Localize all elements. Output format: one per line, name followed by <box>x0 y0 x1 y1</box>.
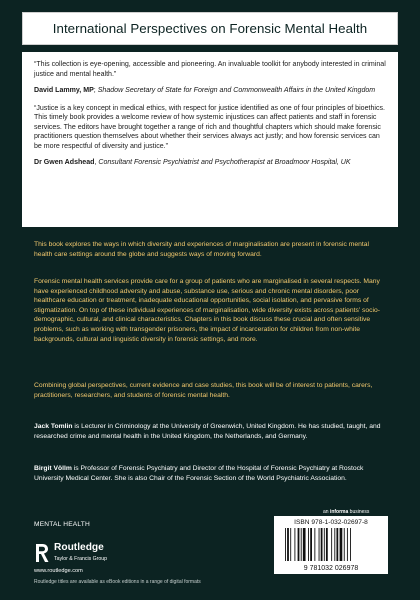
barcode-bar <box>321 528 323 561</box>
routledge-r-logo-icon <box>34 543 50 563</box>
barcode-bar <box>319 528 320 561</box>
barcode-bar <box>324 528 325 561</box>
barcode-bar <box>347 528 348 561</box>
editor-name-2: Birgit Völlm <box>34 465 72 472</box>
barcode-bar <box>308 528 309 561</box>
barcode-bars <box>285 528 351 561</box>
barcode-bar <box>331 528 332 561</box>
barcode-bar <box>290 528 291 561</box>
barcode-bar <box>287 528 289 561</box>
ebook-availability-note: Routledge titles are available as eBook editions in a range of digital formats <box>34 579 201 585</box>
description-paragraph-1: This book explores the ways in which diversity and experiences of marginalisation are present in forensic mental health care settings around the globe and suggests ways of moving forward. <box>34 241 370 258</box>
barcode-bar <box>334 528 335 561</box>
endorsement-quote-2: “Justice is a key concept in medical ethics, with respect for justice identified as one of four principles of bioethics. This timely book provides a welcome review of how systemic injustices can affect patients and staff in forensic services. The editors have brought together a range of rich and thoughtful chapters which should make forensic practitioners question themselves about whether their services always act justly; and how forensic services can be more respectful of diversity and justice.” <box>34 104 385 150</box>
editor-bio-1 <box>34 422 388 441</box>
barcode-bar <box>301 528 302 561</box>
barcode-bar <box>326 528 328 561</box>
endorsements-box <box>22 52 398 227</box>
barcode-bar <box>340 528 343 561</box>
barcode-bar <box>350 528 351 561</box>
publisher-logo <box>34 541 184 581</box>
endorsement-role-1: Shadow Secretary of State for Foreign and Commonwealth Affairs in the United Kingdom <box>97 87 376 94</box>
informa-business-mark: an informa business <box>323 509 370 515</box>
endorsement-author-2: Dr Gwen Adshead <box>34 159 95 166</box>
barcode-box <box>274 516 388 574</box>
barcode-bar <box>298 528 300 561</box>
subject-category: MENTAL HEALTH <box>34 521 90 528</box>
publisher-url[interactable]: www.routledge.com <box>34 568 83 574</box>
endorsement-author-1: David Lammy, MP <box>34 87 94 94</box>
endorsement-role-2: Consultant Forensic Psychiatrist and Psychotherapist at Broadmoor Hospital, UK <box>98 159 351 166</box>
isbn-number: ISBN 978-1-032-02697-8 <box>294 519 368 526</box>
barcode-digits: 9 781032 026978 <box>303 565 359 572</box>
description-paragraph-3: Combining global perspectives, current evidence and case studies, this book will be of interest to patients, carers, practitioners, researchers, and students of forensic mental health. <box>34 382 373 399</box>
barcode-bar <box>314 528 315 561</box>
editor-bio-text-1: is Lecturer in Criminology at the University of Greenwich, United Kingdom. He has studied, taught, and researched crime and mental health in the United Kingdom, the Netherlands, and Germany. <box>34 423 381 440</box>
barcode-bar <box>310 528 312 561</box>
barcode-bar <box>336 528 338 561</box>
series-title-bar <box>22 12 398 45</box>
informa-name: informa <box>329 509 349 515</box>
editor-bio-text-2: is Professor of Forensic Psychiatry and Director of the Hospital of Forensic Psychiatry at Rostock University Medical Center. She is also Chair of the Forensic Section of the World Psychiatric Association. <box>34 465 364 482</box>
series-title: International Perspectives on Forensic Mental Health <box>52 21 368 36</box>
publisher-group: Taylor & Francis Group <box>54 556 108 562</box>
editor-name-1: Jack Tomlin <box>34 423 73 430</box>
barcode-bar <box>285 528 286 561</box>
editor-bio-2 <box>34 464 388 483</box>
endorsement-quote-1: “This collection is eye-opening, accessible and pioneering. An invaluable toolkit for anybody interested in criminal justice and mental health.” <box>34 61 386 78</box>
publisher-name: Routledge <box>54 542 104 553</box>
barcode-bar <box>303 528 306 561</box>
barcode-bar <box>294 528 295 561</box>
barcode-bar <box>344 528 345 561</box>
description-paragraph-2: Forensic mental health services provide care for a group of patients who are marginalised in several respects. Many have experienced childhood adversity and abuse, substance use, serious and chronic mental disorders, poor healthcare education or treatment, inadequate educational opportunities, social isolation, and pervasive forms of stigmatization. On top of these individual experiences of marginalisation, wide diversity exists across patients’ socio-demographic, cultural, and clinical characteristics. Chapters in this book discuss these crucial and often sensitive problems, such as working with transgender prisoners, the impact of incarceration for children from non-white backgrounds, cultural and linguistic diversity in forensic settings, and more. <box>34 278 381 343</box>
barcode <box>281 528 381 572</box>
endorsement-attribution-1: David Lammy, MP; Shadow Secretary of State for Foreign and Commonwealth Affairs in the United Kingdom <box>34 87 376 94</box>
endorsement-attribution-2: Dr Gwen Adshead, Consultant Forensic Psychiatrist and Psychotherapist at Broadmoor Hospital, UK <box>34 159 351 166</box>
